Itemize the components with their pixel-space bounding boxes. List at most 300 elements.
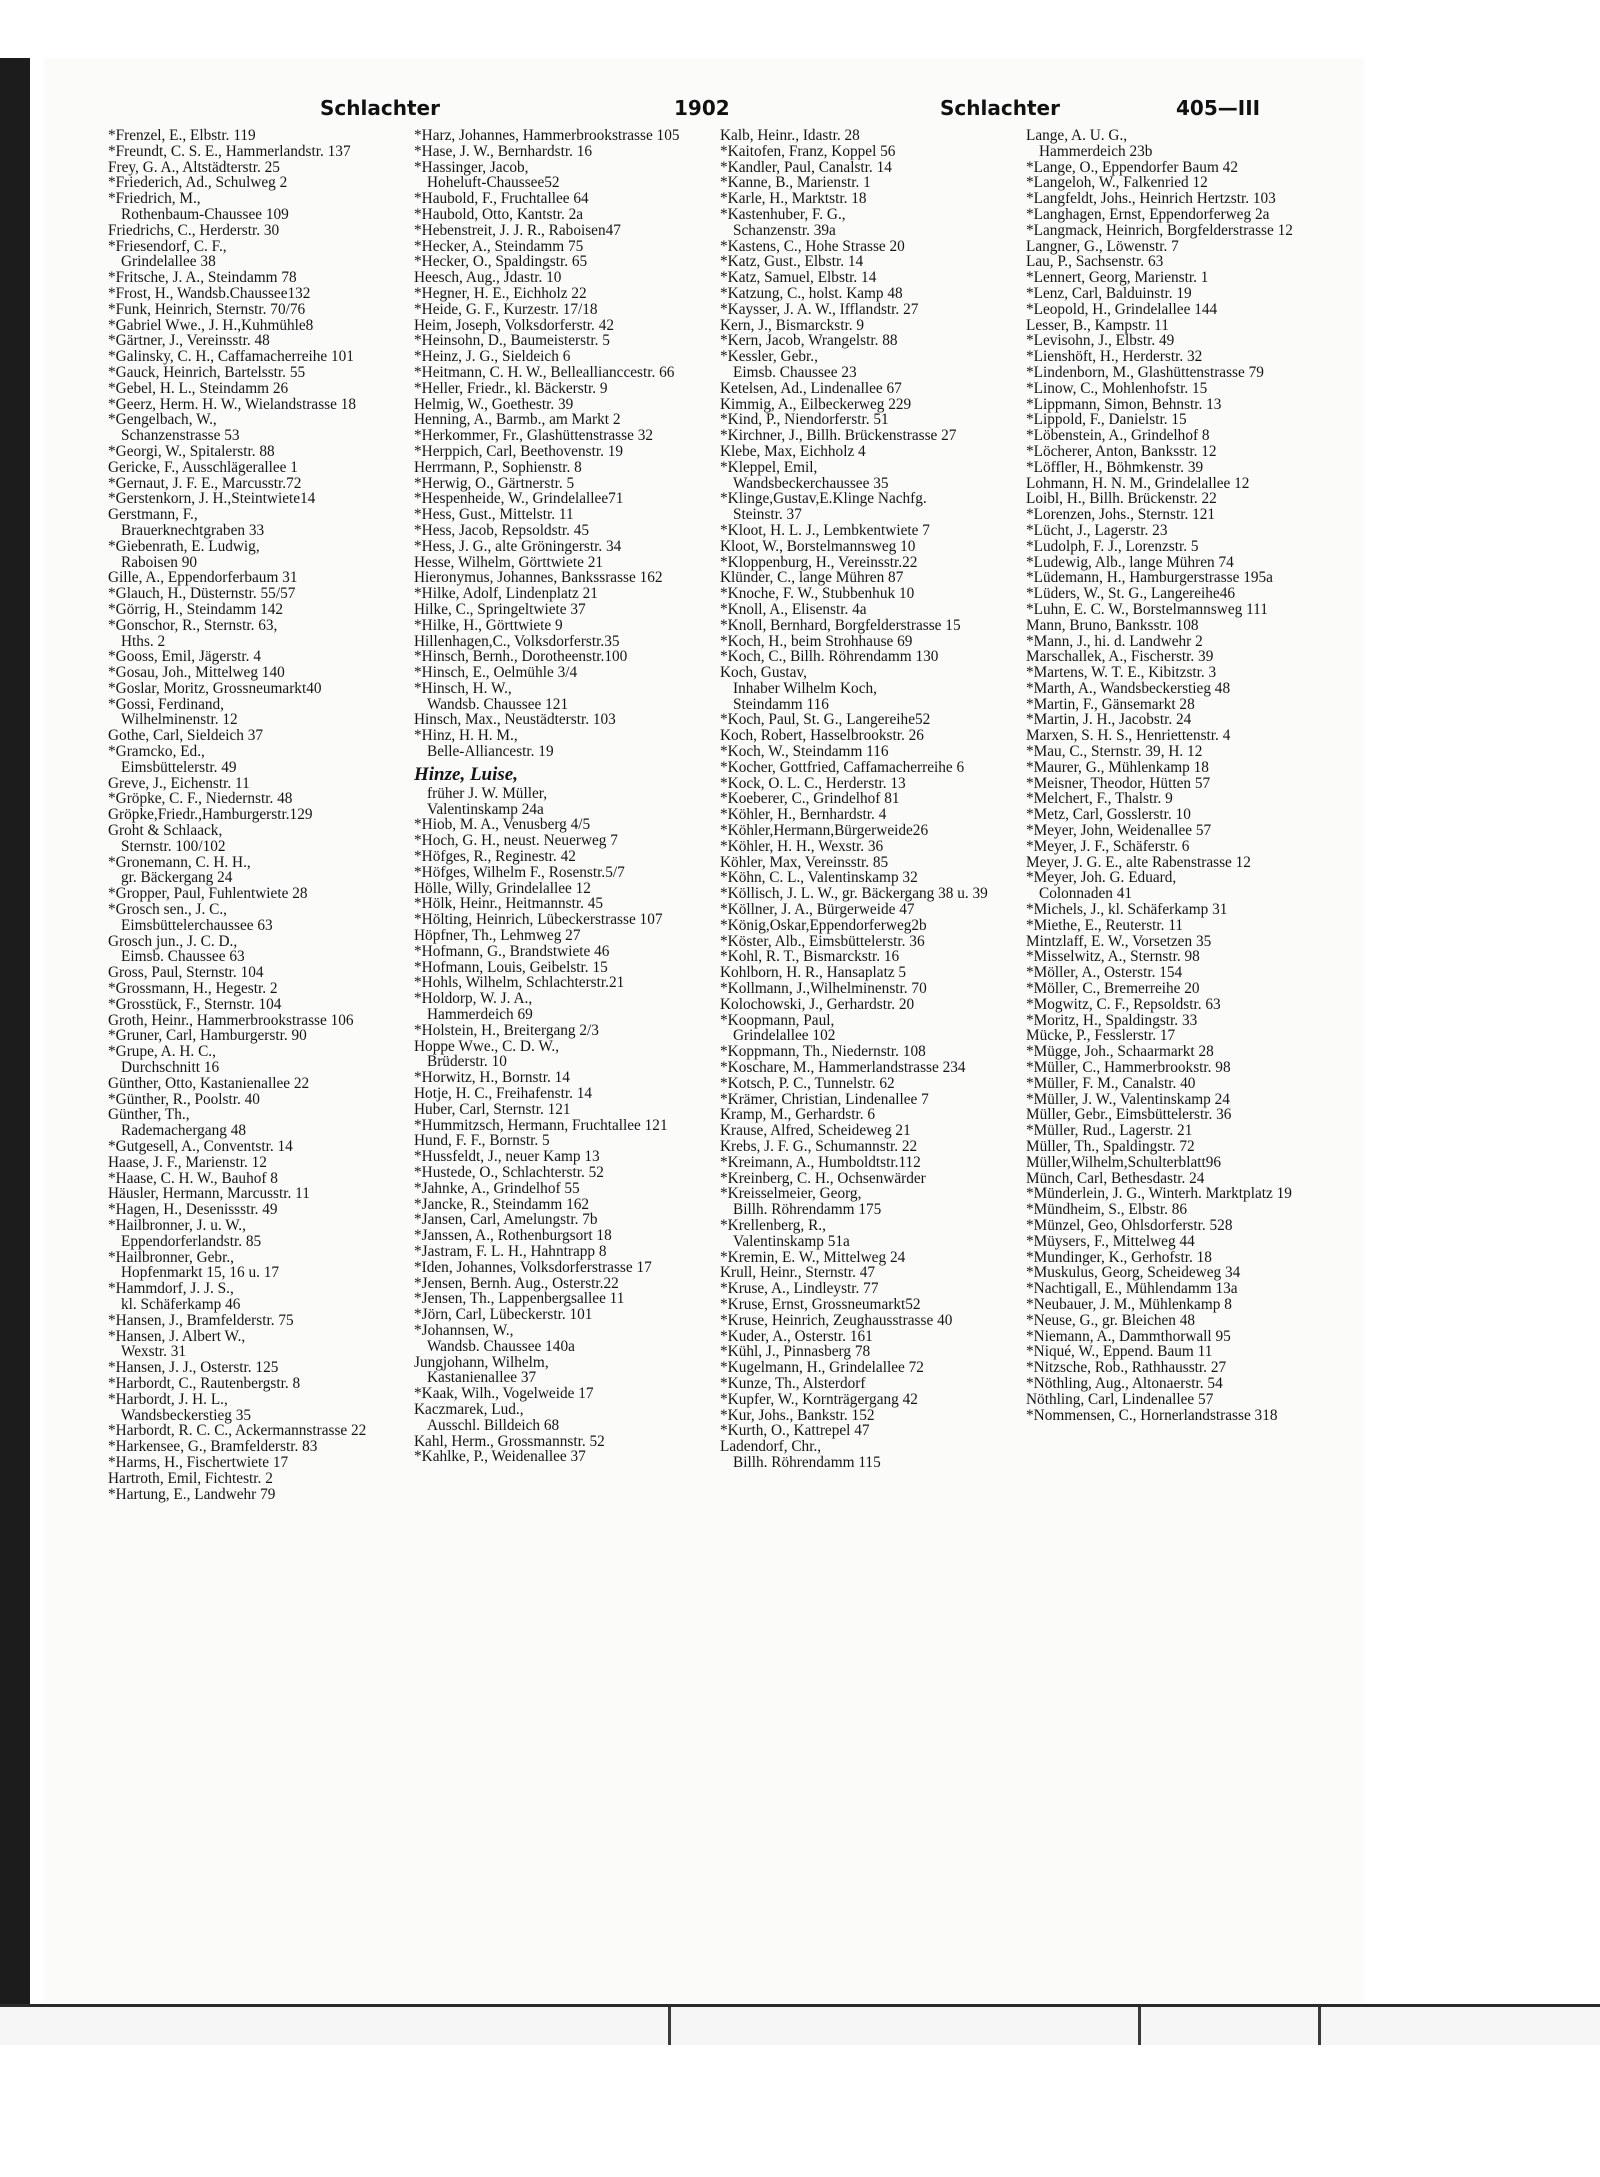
directory-entry: *Luhn, E. C. W., Borstelmannsweg 111 — [1026, 600, 1268, 618]
directory-entry: *Heide, G. F., Kurzestr. 17/18 — [414, 300, 598, 318]
directory-entry: früher J. W. Müller, Valentinskamp 24a — [427, 784, 548, 818]
directory-entry: Mücke, P., Fesslerstr. 17 — [1026, 1027, 1176, 1045]
directory-entry: Lesser, B., Kampstr. 11 — [1026, 316, 1169, 334]
directory-entry: *Langhagen, Ernst, Eppendorferweg 2a — [1026, 205, 1270, 223]
directory-entry: *Kohl, R. T., Bismarckstr. 16 — [720, 948, 900, 966]
directory-entry: *Heller, Friedr., kl. Bäckerstr. 9 — [414, 379, 608, 397]
directory-entry: *Johannsen, W., Wandsb. Chaussee 140a — [414, 1321, 575, 1355]
directory-entry: *Muskulus, Georg, Scheideweg 34 — [1026, 1264, 1241, 1282]
directory-entry: *Koeberer, C., Grindelhof 81 — [720, 790, 900, 808]
directory-entry: *Höfges, Wilhelm F., Rosenstr.5/7 — [414, 863, 625, 881]
directory-entry: *Köhler, H. H., Wexstr. 36 — [720, 837, 884, 855]
directory-entry: *Kruse, Ernst, Grossneumarkt52 — [720, 1295, 921, 1313]
directory-entry: *Jensen, Bernh. Aug., Osterstr.22 — [414, 1274, 619, 1292]
directory-entry: *Meyer, Joh. G. Eduard, Colonnaden 41 — [1026, 869, 1177, 903]
column-1 — [108, 128, 416, 1502]
directory-entry: *Hagen, H., Desenissstr. 49 — [108, 1201, 278, 1219]
directory-entry: *Hess, Gust., Mittelstr. 11 — [414, 506, 574, 524]
directory-entry: *Lüdemann, H., Hamburgerstrasse 195a — [1026, 569, 1273, 587]
directory-entry: *Lüders, W., St. G., Langereihe46 — [1026, 585, 1236, 603]
directory-entry: *Iden, Johannes, Volksdorferstrasse 17 — [414, 1258, 652, 1276]
column-2 — [414, 128, 722, 1465]
directory-entry: *Gernaut, J. F. E., Marcusstr.72 — [108, 474, 302, 492]
directory-entry: Kern, J., Bismarckstr. 9 — [720, 316, 865, 334]
directory-entry: *Neubauer, J. M., Mühlenkamp 8 — [1026, 1295, 1232, 1313]
directory-entry: *Jancke, R., Steindamm 162 — [414, 1195, 590, 1213]
directory-entry: *Katzung, C., holst. Kamp 48 — [720, 284, 903, 302]
directory-entry: Mintzlaff, E. W., Vorsetzen 35 — [1026, 932, 1212, 950]
directory-entry: *Nöthling, Aug., Altonaerstr. 54 — [1026, 1374, 1223, 1392]
edge-tick — [1138, 2007, 1141, 2045]
directory-entry: Groth, Heinr., Hammerbrookstrasse 106 — [108, 1011, 354, 1029]
directory-entry: *Günther, R., Poolstr. 40 — [108, 1090, 260, 1108]
directory-entry: *Hecker, A., Steindamm 75 — [414, 237, 584, 255]
directory-entry: *Koch, C., Billh. Röhrendamm 130 — [720, 648, 939, 666]
directory-entry: Hesse, Wilhelm, Görttwiete 21 — [414, 553, 604, 571]
directory-entry: Marschallek, A., Fischerstr. 39 — [1026, 648, 1214, 666]
directory-entry: Krull, Heinr., Sternstr. 47 — [720, 1264, 876, 1282]
directory-entry: *Jahnke, A., Grindelhof 55 — [414, 1179, 580, 1197]
directory-entry: *Kremin, E. W., Mittelweg 24 — [720, 1248, 906, 1266]
directory-entry: *Münderlein, J. G., Winterh. Marktplatz 19 — [1026, 1185, 1292, 1203]
directory-entry: *Müller, Rud., Lagerstr. 21 — [1026, 1122, 1193, 1140]
directory-entry: Friedrichs, C., Herderstr. 30 — [108, 221, 280, 239]
directory-entry: *Nommensen, C., Hornerlandstrasse 318 — [1026, 1406, 1278, 1424]
directory-entry: *Melchert, F., Thalstr. 9 — [1026, 790, 1173, 808]
directory-entry: *Gropper, Paul, Fuhlentwiete 28 — [108, 885, 308, 903]
column-4 — [1026, 128, 1334, 1423]
directory-entry: *Grupe, A. H. C., Durchschnitt 16 — [108, 1043, 220, 1077]
directory-entry: *Hespenheide, W., Grindelallee71 — [414, 490, 624, 508]
directory-entry: *Gutgesell, A., Conventstr. 14 — [108, 1138, 293, 1155]
directory-entry: Gille, A., Eppendorferbaum 31 — [108, 569, 298, 587]
directory-entry: *Katz, Samuel, Elbstr. 14 — [720, 269, 877, 287]
directory-entry: *Karle, H., Marktstr. 18 — [720, 190, 867, 208]
directory-entry: *Friedrich, M., Rothenbaum-Chaussee 109 — [108, 190, 289, 223]
directory-entry: Münch, Carl, Bethesdastr. 24 — [1026, 1169, 1205, 1187]
directory-entry: *Friesendorf, C. F., Grindelallee 38 — [108, 237, 227, 271]
directory-entry: Kimmig, A., Eilbeckerweg 229 — [720, 395, 912, 413]
directory-entry: *Gerstenkorn, J. H.,Steintwiete14 — [108, 490, 316, 508]
directory-entry: Langner, G., Löwenstr. 7 — [1026, 237, 1179, 255]
edge-tick — [668, 2007, 671, 2045]
directory-entry: *Löbenstein, A., Grindelhof 8 — [1026, 427, 1210, 445]
directory-entry: *Hölting, Heinrich, Lübeckerstrasse 107 — [414, 911, 663, 929]
directory-entry: *Mügge, Joh., Schaarmarkt 28 — [1026, 1043, 1214, 1061]
directory-entry: *Holdorp, W. J. A., Hammerdeich 69 — [414, 990, 533, 1024]
directory-entry: *Haubold, Otto, Kantstr. 2a — [414, 205, 584, 223]
directory-entry: *Kandler, Paul, Canalstr. 14 — [720, 158, 892, 176]
directory-entry: Müller,Wilhelm,Schulterblatt96 — [1026, 1153, 1222, 1171]
directory-entry: *Heinsohn, D., Baumeisterstr. 5 — [414, 332, 610, 350]
directory-entry: *Kreinberg, C. H., Ochsenwärder — [720, 1169, 926, 1187]
directory-entry: Henning, A., Barmb., am Markt 2 — [414, 411, 621, 429]
directory-entry: Huber, Carl, Sternstr. 121 — [414, 1100, 571, 1118]
directory-entry: *Lücht, J., Lagerstr. 23 — [1026, 521, 1168, 539]
directory-entry: *Herppich, Carl, Beethovenstr. 19 — [414, 442, 624, 460]
directory-entry: *Neuse, G., gr. Bleichen 48 — [1026, 1311, 1196, 1329]
directory-entry: *Heinz, J. G., Sieldeich 6 — [414, 348, 571, 366]
directory-entry: *Funk, Heinrich, Sternstr. 70/76 — [108, 300, 306, 318]
directory-entry: *Harbordt, J. H. L., Wandsbeckerstieg 35 — [108, 1390, 252, 1424]
directory-entry: Gothe, Carl, Sieldeich 37 — [108, 727, 264, 745]
directory-entry: *Linow, C., Mohlenhofstr. 15 — [1026, 379, 1208, 397]
directory-entry: *Löcherer, Anton, Banksstr. 12 — [1026, 442, 1217, 460]
directory-entry: *Lippold, F., Danielstr. 15 — [1026, 411, 1187, 429]
directory-entry: Müller, Th., Spaldingstr. 72 — [1026, 1138, 1195, 1155]
directory-entry: *Grossmann, H., Hegestr. 2 — [108, 980, 278, 998]
directory-entry: *Hassinger, Jacob, Hoheluft-Chaussee52 — [414, 158, 560, 192]
directory-entry: *Meisner, Theodor, Hütten 57 — [1026, 774, 1211, 792]
directory-entry: *Hansen, J., Bramfelderstr. 75 — [108, 1311, 294, 1329]
directory-entry: *Hess, J. G., alte Gröningerstr. 34 — [414, 537, 622, 555]
directory-entry: *Hustede, O., Schlachterstr. 52 — [414, 1164, 604, 1181]
directory-entry: *Lange, O., Eppendorfer Baum 42 — [1026, 158, 1238, 176]
directory-entry: *Hilke, H., Görttwiete 9 — [414, 616, 563, 634]
directory-entry: Günther, Th., Rademachergang 48 — [108, 1106, 247, 1140]
directory-entry: Klebe, Max, Eichholz 4 — [720, 442, 866, 460]
directory-entry: *Kruse, A., Lindleystr. 77 — [720, 1280, 879, 1298]
directory-entry: *Görrig, H., Steindamm 142 — [108, 600, 284, 618]
directory-entry: *Maurer, G., Mühlenkamp 18 — [1026, 758, 1209, 776]
directory-entry: *Knoll, A., Elisenstr. 4a — [720, 600, 867, 618]
directory-entry: Hund, F. F., Bornstr. 5 — [414, 1132, 550, 1150]
directory-entry: *Kupfer, W., Kornträgergang 42 — [720, 1390, 918, 1408]
directory-entry: Kahl, Herm., Grossmannstr. 52 — [414, 1432, 605, 1450]
directory-entry: Klünder, C., lange Mühren 87 — [720, 569, 904, 587]
directory-entry: *Gebel, H. L., Steindamm 26 — [108, 379, 289, 397]
directory-entry: *Hinsch, Bernh., Dorotheenstr.100 — [414, 648, 628, 666]
directory-entry: *Hess, Jacob, Repsoldstr. 45 — [414, 521, 590, 539]
directory-entry: *Meyer, John, Weidenallee 57 — [1026, 822, 1212, 840]
directory-entry: *Köster, Alb., Eimsbüttelerstr. 36 — [720, 932, 925, 950]
directory-entry: Krebs, J. F. G., Schumannstr. 22 — [720, 1138, 918, 1155]
directory-entry: *Mundinger, K., Gerhofstr. 18 — [1026, 1248, 1212, 1266]
directory-entry: *Hinsch, E., Oelmühle 3/4 — [414, 664, 578, 682]
directory-entry: *Lennert, Georg, Marienstr. 1 — [1026, 269, 1209, 287]
directory-entry: *Metz, Carl, Gosslerstr. 10 — [1026, 806, 1191, 824]
directory-entry: Haase, J. F., Marienstr. 12 — [108, 1153, 267, 1171]
directory-entry: *Knoche, F. W., Stubbenhuk 10 — [720, 585, 915, 603]
directory-entry: *Hoch, G. H., neust. Neuerweg 7 — [414, 832, 618, 850]
directory-entry: Krause, Alfred, Scheideweg 21 — [720, 1122, 911, 1140]
directory-entry: *Harms, H., Fischertwiete 17 — [108, 1453, 289, 1471]
directory-entry: *Frost, H., Wandsb.Chaussee132 — [108, 284, 311, 302]
directory-entry: *Michels, J., kl. Schäferkamp 31 — [1026, 901, 1228, 919]
scan-left-edge — [0, 58, 30, 2004]
directory-entry: *Lindenborn, M., Glashüttenstrasse 79 — [1026, 363, 1264, 381]
directory-entry: *Frenzel, E., Elbstr. 119 — [108, 127, 256, 144]
directory-entry: *Lienshöft, H., Herderstr. 32 — [1026, 348, 1203, 366]
edge-tick — [1318, 2007, 1321, 2045]
directory-entry: Heesch, Aug., Jdastr. 10 — [414, 269, 562, 287]
directory-entry: Höpfner, Th., Lehmweg 27 — [414, 927, 581, 945]
directory-entry: *Hölk, Heinr., Heitmannstr. 45 — [414, 895, 604, 913]
directory-entry: *Möller, A., Osterstr. 154 — [1026, 964, 1183, 982]
directory-entry: *Kastenhuber, F. G., Schanzenstr. 39a — [720, 205, 846, 239]
directory-entry: Groht & Schlaack, Sternstr. 100/102 — [108, 822, 226, 855]
directory-entry: *Nachtigall, E., Mühlendamm 13a — [1026, 1280, 1238, 1298]
directory-entry: *Geerz, Herm. H. W., Wielandstrasse 18 — [108, 395, 357, 413]
directory-entry: Kaczmarek, Lud., Ausschl. Billdeich 68 — [414, 1400, 560, 1434]
directory-page — [44, 58, 1364, 2002]
directory-entry: *Kuder, A., Osterstr. 161 — [720, 1327, 873, 1345]
directory-entry: Kohlborn, H. R., Hansaplatz 5 — [720, 964, 907, 982]
directory-entry: *Kastens, C., Hohe Strasse 20 — [720, 237, 905, 255]
directory-entry: *Gosau, Joh., Mittelweg 140 — [108, 664, 285, 682]
directory-entry: *Kugelmann, H., Grindelallee 72 — [720, 1359, 924, 1377]
directory-entry: Häusler, Hermann, Marcusstr. 11 — [108, 1185, 310, 1203]
directory-entry: *Kühl, J., Pinnasberg 78 — [720, 1343, 871, 1361]
directory-entry: *Kotsch, P. C., Tunnelstr. 62 — [720, 1074, 895, 1092]
directory-entry: Ketelsen, Ad., Lindenallee 67 — [720, 379, 902, 397]
directory-entry: *Münzel, Geo, Ohlsdorferstr. 528 — [1026, 1216, 1233, 1234]
directory-entry: Kloot, W., Borstelmannsweg 10 — [720, 537, 916, 555]
directory-entry: *Misselwitz, A., Sternstr. 98 — [1026, 948, 1200, 966]
directory-entry: Lohmann, H. N. M., Grindelallee 12 — [1026, 474, 1250, 492]
directory-entry: *Müysers, F., Mittelweg 44 — [1026, 1232, 1195, 1250]
directory-entry: *Kloppenburg, H., Vereinsstr.22 — [720, 553, 918, 571]
directory-entry: *Heitmann, C. H. W., Belleallianccestr. 66 — [414, 363, 675, 381]
directory-entry: *Kurth, O., Kattrepel 47 — [720, 1422, 870, 1440]
directory-entry: Helmig, W., Goethestr. 39 — [414, 395, 574, 413]
directory-entry: *Kaitofen, Franz, Koppel 56 — [720, 142, 896, 160]
directory-entry: *Gengelbach, W., Schanzenstrasse 53 — [108, 411, 240, 445]
directory-entry: *Hohls, Wilhelm, Schlachterstr.21 — [414, 974, 625, 992]
directory-entry: *Krellenberg, R., Valentinskamp 51a — [720, 1216, 850, 1250]
directory-entry: *Hummitzsch, Hermann, Fruchtallee 121 — [414, 1116, 668, 1134]
directory-entry: *Kruse, Heinrich, Zeughausstrasse 40 — [720, 1311, 953, 1329]
directory-entry: *Mündheim, S., Elbstr. 86 — [1026, 1201, 1188, 1219]
directory-entry: *Hussfeldt, J., neuer Kamp 13 — [414, 1148, 600, 1166]
directory-entry: *Kock, O. L. C., Herderstr. 13 — [720, 774, 906, 792]
directory-entry: *Marth, A., Wandsbeckerstieg 48 — [1026, 679, 1231, 697]
directory-entry: *Martens, W. T. E., Kibitzstr. 3 — [1026, 664, 1217, 682]
directory-entry: *Horwitz, H., Bornstr. 14 — [414, 1069, 570, 1087]
directory-entry: *Gruner, Carl, Hamburgerstr. 90 — [108, 1027, 307, 1045]
directory-entry: *Gabriel Wwe., J. H.,Kuhmühle8 — [108, 316, 314, 334]
directory-entry: *Niqué, W., Eppend. Baum 11 — [1026, 1343, 1213, 1361]
directory-entry: *Köllisch, J. L. W., gr. Bäckergang 38 u. 39 — [720, 885, 988, 903]
directory-entry: *Koch, H., beim Strohhause 69 — [720, 632, 913, 650]
directory-entry: *Knoll, Bernhard, Borgfelderstrasse 15 — [720, 616, 961, 634]
directory-entry: Hölle, Willy, Grindelallee 12 — [414, 879, 591, 897]
directory-entry: Marxen, S. H. S., Henriettenstr. 4 — [1026, 727, 1231, 745]
directory-entry: *Kaak, Wilh., Vogelweide 17 — [414, 1385, 594, 1403]
directory-entry: *Hegner, H. E., Eichholz 22 — [414, 284, 587, 302]
column-3 — [720, 128, 1028, 1471]
directory-entry: *Holstein, H., Breitergang 2/3 — [414, 1021, 599, 1039]
directory-entry: *Jörn, Carl, Lübeckerstr. 101 — [414, 1306, 593, 1324]
directory-entry: Hinze, Luise, — [414, 763, 518, 785]
directory-entry: *Janssen, A., Rothenburgsort 18 — [414, 1227, 612, 1245]
directory-entry: *Gooss, Emil, Jägerstr. 4 — [108, 648, 261, 666]
directory-entry: *Hansen, J. Albert W., Wexstr. 31 — [108, 1327, 246, 1361]
directory-entry: *Gramcko, Ed., Eimsbüttelerstr. 49 — [108, 743, 237, 776]
directory-entry: Hotje, H. C., Freihafenstr. 14 — [414, 1085, 593, 1103]
directory-entry: *Koschare, M., Hammerlandstrasse 234 — [720, 1059, 966, 1077]
directory-entry: Günther, Otto, Kastanienallee 22 — [108, 1074, 310, 1092]
directory-entry: Greve, J., Eichenstr. 11 — [108, 774, 250, 792]
directory-entry: *Kern, Jacob, Wrangelstr. 88 — [720, 332, 898, 350]
directory-entry: Gericke, F., Ausschlägerallee 1 — [108, 458, 298, 476]
directory-entry: Koch, Gustav, Inhaber Wilhelm Koch, Steindamm 116 — [720, 664, 877, 713]
directory-entry: *Hammdorf, J. J. S., kl. Schäferkamp 46 — [108, 1280, 241, 1313]
directory-entry: *Hiob, M. A., Venusberg 4/5 — [414, 816, 591, 834]
directory-entry: Hieronymus, Johannes, Bankssrasse 162 — [414, 569, 663, 587]
directory-entry: *Koch, Paul, St. G., Langereihe52 — [720, 711, 931, 729]
scan-bottom-edge — [0, 2004, 1600, 2045]
directory-entry: *Koch, W., Steindamm 116 — [720, 743, 889, 761]
directory-entry: *Hailbronner, J. u. W., Eppendorferlandstr. 85 — [108, 1216, 262, 1250]
directory-entry: *Kollmann, J.,Wilhelminenstr. 70 — [720, 980, 927, 998]
directory-entry: *Kur, Johs., Bankstr. 152 — [720, 1406, 875, 1424]
directory-entry: *Leopold, H., Grindelallee 144 — [1026, 300, 1218, 318]
directory-entry: *Martin, F., Gänsemarkt 28 — [1026, 695, 1195, 713]
directory-entry: Hinsch, Max., Neustädterstr. 103 — [414, 711, 616, 729]
directory-entry: *Müller, J. W., Valentinskamp 24 — [1026, 1090, 1230, 1108]
directory-entry: *Lippmann, Simon, Behnstr. 13 — [1026, 395, 1222, 413]
directory-entry: Gröpke,Friedr.,Hamburgerstr.129 — [108, 806, 313, 824]
directory-entry: *Kaysser, J. A. W., Ifflandstr. 27 — [720, 300, 919, 318]
directory-entry: *Nitzsche, Rob., Rathhausstr. 27 — [1026, 1359, 1227, 1377]
directory-entry: *Kleppel, Emil, Wandsbeckerchaussee 35 — [720, 458, 889, 492]
directory-entry: *Ludewig, Alb., lange Mühren 74 — [1026, 553, 1234, 571]
directory-entry: *Langmack, Heinrich, Borgfelderstrasse 12 — [1026, 221, 1293, 239]
directory-entry: *Jastram, F. L. H., Hahntrapp 8 — [414, 1242, 607, 1260]
directory-entry: *Hase, J. W., Bernhardstr. 16 — [414, 142, 593, 160]
directory-entry: Herrmann, P., Sophienstr. 8 — [414, 458, 582, 476]
directory-entry: *Moritz, H., Spaldingstr. 33 — [1026, 1011, 1198, 1029]
directory-entry: *Kanne, B., Marienstr. 1 — [720, 174, 871, 192]
directory-entry: *Katz, Gust., Elbstr. 14 — [720, 253, 864, 271]
directory-entry: *Hofmann, G., Brandstwiete 46 — [414, 942, 610, 960]
directory-entry: *Köhler, H., Bernhardstr. 4 — [720, 806, 887, 824]
directory-entry: Kalb, Heinr., Idastr. 28 — [720, 127, 860, 144]
directory-entry: *Höfges, R., Reginestr. 42 — [414, 848, 576, 866]
directory-entry: *Hansen, J. J., Osterstr. 125 — [108, 1359, 279, 1377]
directory-entry: *Müller, C., Hammerbrookstr. 98 — [1026, 1059, 1231, 1077]
directory-entry: *Grosch sen., J. C., Eimsbüttelerchaussee 63 — [108, 901, 273, 934]
directory-entry: Kolochowski, J., Gerhardstr. 20 — [720, 995, 915, 1013]
directory-entry: Köhler, Max, Vereinsstr. 85 — [720, 853, 889, 871]
directory-entry: *Kloot, H. L. J., Lembkentwiete 7 — [720, 521, 930, 539]
directory-entry: Meyer, J. G. E., alte Rabenstrasse 12 — [1026, 853, 1251, 871]
directory-entry: *Georgi, W., Spitalerstr. 88 — [108, 442, 275, 460]
directory-entry: *Gröpke, C. F., Niedernstr. 48 — [108, 790, 293, 808]
directory-entry: Lange, A. U. G., Hammerdeich 23b — [1026, 127, 1153, 160]
directory-entry: *Löffler, H., Böhmkenstr. 39 — [1026, 458, 1204, 476]
directory-entry: *Herkommer, Fr., Glashüttenstrasse 32 — [414, 427, 653, 445]
directory-entry: *Jensen, Th., Lappenbergsallee 11 — [414, 1290, 625, 1308]
directory-entry: *Fritsche, J. A., Steindamm 78 — [108, 269, 297, 287]
directory-entry: *Hinz, H. H. M., Belle-Alliancestr. 19 — [414, 727, 554, 761]
directory-entry: *Koopmann, Paul, Grindelallee 102 — [720, 1011, 836, 1045]
directory-entry: *Meyer, J. F., Schäferstr. 6 — [1026, 837, 1190, 855]
directory-entry: *Hecker, O., Spaldingstr. 65 — [414, 253, 588, 271]
header-year: 1902 — [674, 96, 730, 120]
directory-entry: Hillenhagen,C., Volksdorferstr.35 — [414, 632, 620, 650]
directory-entry: *Herwig, O., Gärtnerstr. 5 — [414, 474, 575, 492]
directory-entry: Gross, Paul, Sternstr. 104 — [108, 964, 264, 982]
directory-entry: *Mann, J., hi. d. Landwehr 2 — [1026, 632, 1203, 650]
directory-entry: Kramp, M., Gerhardstr. 6 — [720, 1106, 876, 1124]
directory-entry: *Mogwitz, C. F., Repsoldstr. 63 — [1026, 995, 1221, 1013]
directory-entry: *Hilke, Adolf, Lindenplatz 21 — [414, 585, 598, 603]
directory-entry: *Harz, Johannes, Hammerbrookstrasse 105 — [414, 127, 680, 144]
directory-entry: *Köhn, C. L., Valentinskamp 32 — [720, 869, 918, 887]
directory-entry: *König,Oskar,Eppendorferweg2b — [720, 916, 927, 934]
directory-entry: Lau, P., Sachsenstr. 63 — [1026, 253, 1164, 271]
directory-entry: *Köhler,Hermann,Bürgerweide26 — [720, 822, 929, 840]
directory-entry: *Kreisselmeier, Georg, Billh. Röhrendamm 175 — [720, 1185, 882, 1219]
directory-entry: *Köllner, J. A., Bürgerweide 47 — [720, 901, 915, 919]
directory-entry: *Gossi, Ferdinand, Wilhelminenstr. 12 — [108, 695, 238, 729]
directory-entry: *Langfeldt, Johs., Heinrich Hertzstr. 103 — [1026, 190, 1276, 208]
directory-entry: *Mau, C., Sternstr. 39, H. 12 — [1026, 743, 1203, 761]
header-page-number: 405—III — [1176, 96, 1261, 120]
directory-entry: Hilke, C., Springeltwiete 37 — [414, 600, 586, 618]
directory-entry: Mann, Bruno, Banksstr. 108 — [1026, 616, 1199, 634]
directory-entry: *Harbordt, C., Rautenbergstr. 8 — [108, 1374, 301, 1392]
directory-entry: *Hailbronner, Gebr., Hopfenmarkt 15, 16 u. 17 — [108, 1248, 280, 1282]
directory-entry: *Haubold, F., Fruchtallee 64 — [414, 190, 589, 208]
directory-entry: *Kocher, Gottfried, Caffamacherreihe 6 — [720, 758, 965, 776]
directory-entry: Grosch jun., J. C. D., Eimsb. Chaussee 63 — [108, 932, 245, 966]
directory-entry: *Gärtner, J., Vereinsstr. 48 — [108, 332, 270, 350]
directory-entry: *Hinsch, H. W., Wandsb. Chaussee 121 — [414, 679, 569, 713]
directory-entry: *Miethe, E., Reuterstr. 11 — [1026, 916, 1184, 934]
directory-entry: *Ludolph, F. J., Lorenzstr. 5 — [1026, 537, 1199, 555]
directory-entry: *Harkensee, G., Bramfelderstr. 83 — [108, 1438, 318, 1456]
directory-entry: *Langeloh, W., Falkenried 12 — [1026, 174, 1208, 192]
directory-entry: *Kreimann, A., Humboldtstr.112 — [720, 1153, 921, 1171]
directory-entry: *Glauch, H., Düsternstr. 55/57 — [108, 585, 296, 603]
header-right-section: Schlachter — [940, 96, 1060, 120]
directory-entry: *Levisohn, J., Elbstr. 49 — [1026, 332, 1175, 350]
directory-entry: Jungjohann, Wilhelm, Kastanienallee 37 — [414, 1353, 549, 1387]
directory-entry: *Niemann, A., Dammthorwall 95 — [1026, 1327, 1231, 1345]
directory-entry: *Jansen, Carl, Amelungstr. 7b — [414, 1211, 598, 1229]
directory-entry: *Kessler, Gebr., Eimsb. Chaussee 23 — [720, 348, 857, 381]
directory-entry: *Giebenrath, E. Ludwig, Raboisen 90 — [108, 537, 260, 571]
directory-entry: *Goslar, Moritz, Grossneumarkt40 — [108, 679, 322, 697]
directory-entry: *Möller, C., Bremerreihe 20 — [1026, 980, 1200, 998]
directory-entry: *Kunze, Th., Alsterdorf — [720, 1374, 866, 1392]
directory-entry: Koch, Robert, Hasselbrookstr. 26 — [720, 727, 924, 745]
directory-entry: Ladendorf, Chr., Billh. Röhrendamm 115 — [720, 1438, 881, 1471]
directory-entry: Hartroth, Emil, Fichtestr. 2 — [108, 1469, 273, 1487]
directory-entry: *Friederich, Ad., Schulweg 2 — [108, 174, 288, 192]
directory-entry: *Grosstück, F., Sternstr. 104 — [108, 995, 282, 1013]
directory-entry: *Gauck, Heinrich, Bartelsstr. 55 — [108, 363, 306, 381]
directory-entry: *Martin, J. H., Jacobstr. 24 — [1026, 711, 1192, 729]
directory-entry: *Gronemann, C. H. H., gr. Bäckergang 24 — [108, 853, 251, 887]
directory-entry: *Gonschor, R., Sternstr. 63, Hths. 2 — [108, 616, 278, 650]
directory-entry: *Kirchner, J., Billh. Brückenstrasse 27 — [720, 427, 957, 445]
directory-entry: *Müller, F. M., Canalstr. 40 — [1026, 1074, 1196, 1092]
directory-entry: *Krämer, Christian, Lindenallee 7 — [720, 1090, 929, 1108]
directory-entry: Hoppe Wwe., C. D. W., Brüderstr. 10 — [414, 1037, 560, 1071]
header-left-section: Schlachter — [320, 96, 440, 120]
directory-entry: *Koppmann, Th., Niedernstr. 108 — [720, 1043, 926, 1061]
directory-entry: *Galinsky, C. H., Caffamacherreihe 101 — [108, 348, 354, 366]
directory-entry: *Haase, C. H. W., Bauhof 8 — [108, 1169, 278, 1187]
directory-entry: Gerstmann, F., Brauerknechtgraben 33 — [108, 506, 265, 539]
directory-entry: Heim, Joseph, Volksdorferstr. 42 — [414, 316, 614, 334]
directory-entry: *Harbordt, R. C. C., Ackermannstrasse 22 — [108, 1422, 367, 1440]
directory-entry: Müller, Gebr., Eimsbüttelerstr. 36 — [1026, 1106, 1232, 1124]
